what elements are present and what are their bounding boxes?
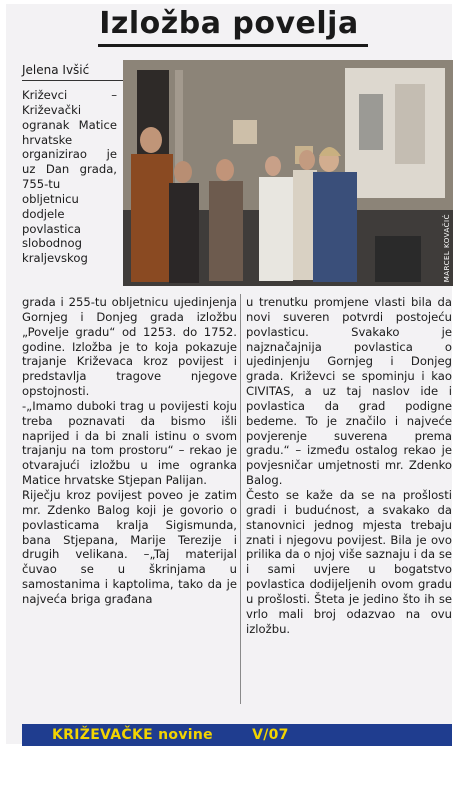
publication-name: KRIŽEVAČKE novine xyxy=(52,727,213,743)
column-divider xyxy=(240,294,241,704)
newspaper-clipping xyxy=(6,4,452,744)
title-underline xyxy=(98,44,368,47)
paragraph: grada i 255-tu obljetnicu ujedinjenja Gornjeg i Donjeg grada izložbu „Povelje gradu“ od 1253. do 1752. godine. Izložba je to koja pokazuje trajanje Križevaca kroz povijest i predstavlja tragove njegove opstojnosti. xyxy=(22,295,237,399)
issue-number: V/07 xyxy=(252,727,289,743)
paragraph: Često se kaže da se na prošlosti gradi i budućnost, a svakako da stanovnici jednog mjesta trebaju znati i njegovu povijest. Bila je ovo prilika da o njoj više saznaju i da se i sami uvjere u bogatstvo povlastica dodijeljenih ovom gradu u prošlosti. Šteta je jedino što ih se vrlo mali broj odazvao na ovu izložbu. xyxy=(246,487,452,636)
photo-image xyxy=(123,60,453,286)
intro-paragraph: Križevci – Križevački ogranak Matice hrvatske organizirao je uz Dan grada, 755-tu obljetnicu dodjele povlastica slobodnog kraljevskog xyxy=(22,88,117,266)
article-column-intro xyxy=(22,88,117,266)
exhibition-photo xyxy=(123,60,453,286)
photo-credit: MARCEL KOVAČIĆ xyxy=(443,213,451,282)
publication-footer xyxy=(22,724,452,746)
author-byline: Jelena Ivšić xyxy=(22,63,90,77)
paragraph: -„Imamo duboki trag u povijesti koju treba poznavati da bismo išli naprijed i da bi znali istinu o svom trajanju na tom prostoru“ – rekao je otvarajući izložbu u ime ogranka Matice hrvatske Stjepan Palijan. xyxy=(22,398,237,488)
byline-rule xyxy=(22,80,126,81)
article-column-right xyxy=(246,295,452,636)
paragraph: Riječju kroz povijest poveo je zatim mr. Zdenko Balog koji je govorio o povlasticama kralja Sigismunda, bana Stjepana, Marije Terezije i drugih velikana. –„Taj materijal čuvao se u škrinjama u samostanima i kaptolima, tako da je najveća briga građana xyxy=(22,487,237,606)
article-title: Izložba povelja xyxy=(99,6,359,41)
footer-text xyxy=(52,724,289,746)
paragraph: u trenutku promjene vlasti bila da novi suveren potvrdi postojeću povlasticu. Svakako je najznačajnija povlastica o ujedinjenju Gornjeg i Donjeg grada. Križevci se spominju i kao CIVITAS, a uz taj naslov ide i povlastica da grad podigne bedeme. To je značilo i najveće povjerenje suverena prema gradu.“ – između ostalog rekao je povjesničar umjetnosti mr. Zdenko Balog. xyxy=(246,295,452,488)
article-column-left xyxy=(22,295,237,607)
